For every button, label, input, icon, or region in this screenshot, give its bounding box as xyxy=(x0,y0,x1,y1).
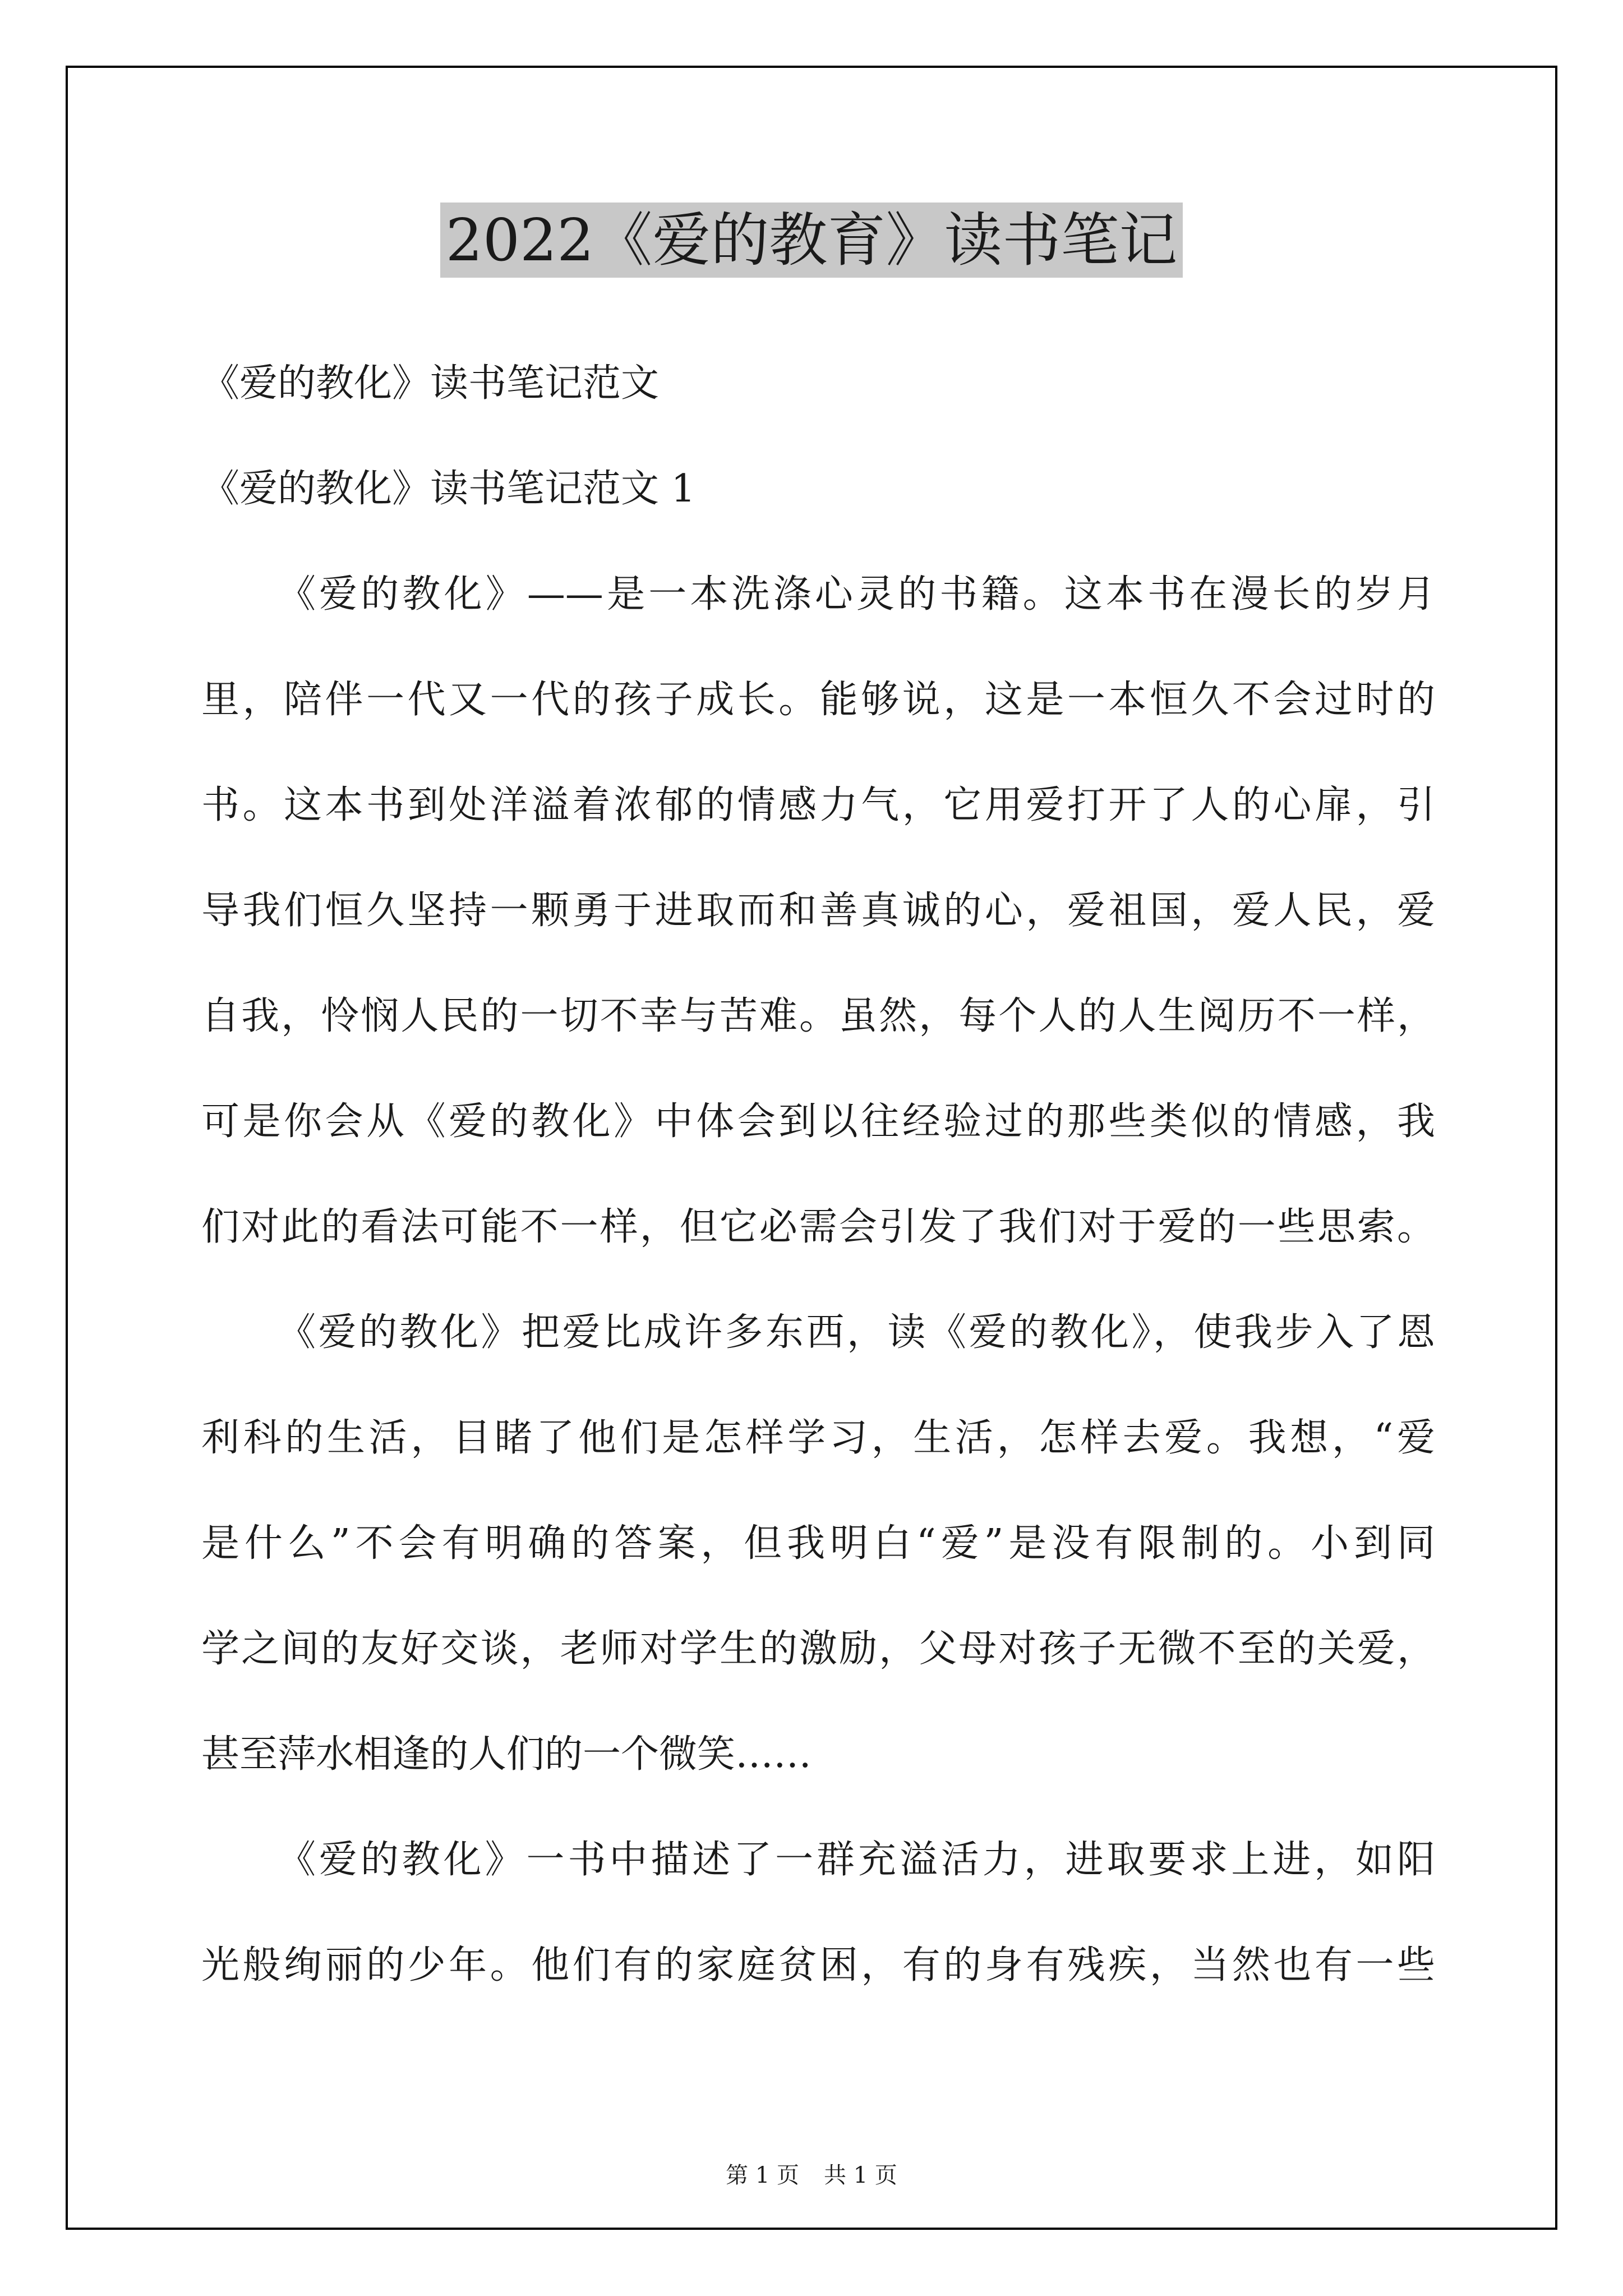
paragraph-2 xyxy=(201,1280,1435,1807)
paragraph-1 xyxy=(201,542,1435,1280)
paragraph-line: 是什么”不会有明确的答案，但我明白“爱”是没有限制的。小到同 xyxy=(201,1521,1435,1566)
paragraph-line: 们对此的看法可能不一样，但它必需会引发了我们对于爱的一些思索。 xyxy=(201,1205,1435,1249)
paragraph-line: 甚至萍水相逢的人们的一个微笑…… xyxy=(201,1732,812,1777)
document-title-text: 2022《爱的教育》读书笔记 xyxy=(440,203,1183,278)
paragraph-line: 《爱的教化》——是一本洗涤心灵的书籍。这本书在漫长的岁月 xyxy=(278,572,1435,616)
subheading-1: 《爱的教化》读书笔记范文 xyxy=(201,361,660,406)
paragraph-line: 光般绚丽的少年。他们有的家庭贫困，有的身有残疾，当然也有一些 xyxy=(201,1943,1435,1987)
paragraph-line: 《爱的教化》一书中描述了一群充溢活力，进取要求上进，如阳 xyxy=(278,1838,1435,1882)
paragraph-line: 书。这本书到处洋溢着浓郁的情感力气，它用爱打开了人的心扉，引 xyxy=(201,783,1435,827)
document-body xyxy=(201,331,1435,2018)
paragraph-line: 自我，怜悯人民的一切不幸与苦难。虽然，每个人的人生阅历不一样， xyxy=(201,994,1435,1038)
page-number-total: 共 1 页 xyxy=(824,2162,897,2188)
subheading-2: 《爱的教化》读书笔记范文 1 xyxy=(201,467,695,511)
document-title xyxy=(0,201,1623,279)
paragraph-line: 利科的生活，目睹了他们是怎样学习，生活，怎样去爱。我想，“爱 xyxy=(201,1416,1435,1460)
page-number-current: 第 1 页 xyxy=(726,2162,799,2188)
paragraph-line: 《爱的教化》把爱比成许多东西，读《爱的教化》，使我步入了恩 xyxy=(278,1310,1435,1355)
page-footer xyxy=(0,2159,1623,2192)
paragraph-line: 导我们恒久坚持一颗勇于进取而和善真诚的心，爱祖国，爱人民，爱 xyxy=(201,889,1435,933)
paragraph-line: 里，陪伴一代又一代的孩子成长。能够说，这是一本恒久不会过时的 xyxy=(201,678,1435,722)
paragraph-3 xyxy=(201,1807,1435,2018)
paragraph-line: 可是你会从《爱的教化》中体会到以往经验过的那些类似的情感，我 xyxy=(201,1099,1435,1144)
paragraph-line: 学之间的友好交谈，老师对学生的激励，父母对孩子无微不至的关爱， xyxy=(201,1627,1435,1671)
